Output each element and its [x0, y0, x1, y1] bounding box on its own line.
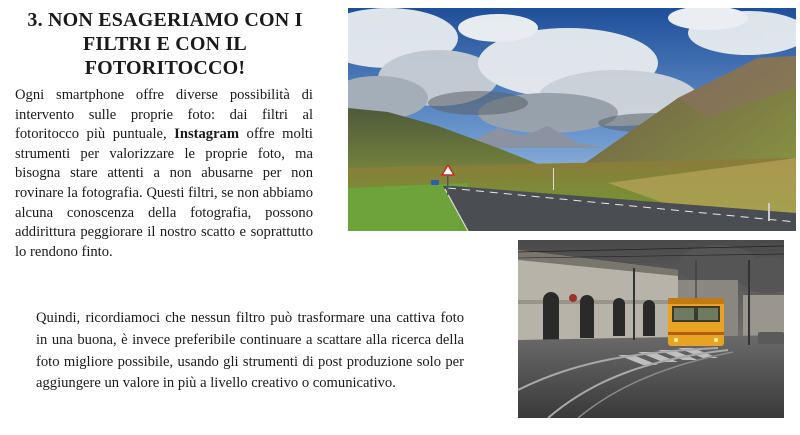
tram-photo: [518, 240, 784, 418]
intro-paragraph: [15, 86, 313, 262]
section-heading: 3. NON ESAGERIAMO CON I FILTRI E CON IL FOTORITOCCO!: [27, 9, 303, 79]
instagram-bold-text: Instagram: [174, 126, 240, 143]
landscape-photo: [348, 8, 796, 231]
intro-text-start: Ogni smartphone offre diverse possibilità di intervento sulle proprie foto: dai filtri al fotoritocco più puntuale,: [15, 87, 313, 143]
intro-text-end: offre molti strumenti per valorizzare le proprie foto, ma bisogna stare attenti a non abusarne per non rovinare la fotografia. Questi filtri, se non abbiamo alcuna conoscenza della fotografia, possono addirittura peggiorare il nostro scatto e soprattutto lo rendono finto.: [15, 126, 313, 260]
conclusion-paragraph: Quindi, ricordiamoci che nessun filtro può trasformare una cattiva foto in una buona, è invece preferibile continuare a scattare alla ricerca della foto migliore possibile, usando gli strumenti di post produzione solo per aggiungere un valore in più a livello creativo o comunicativo.: [36, 310, 464, 392]
